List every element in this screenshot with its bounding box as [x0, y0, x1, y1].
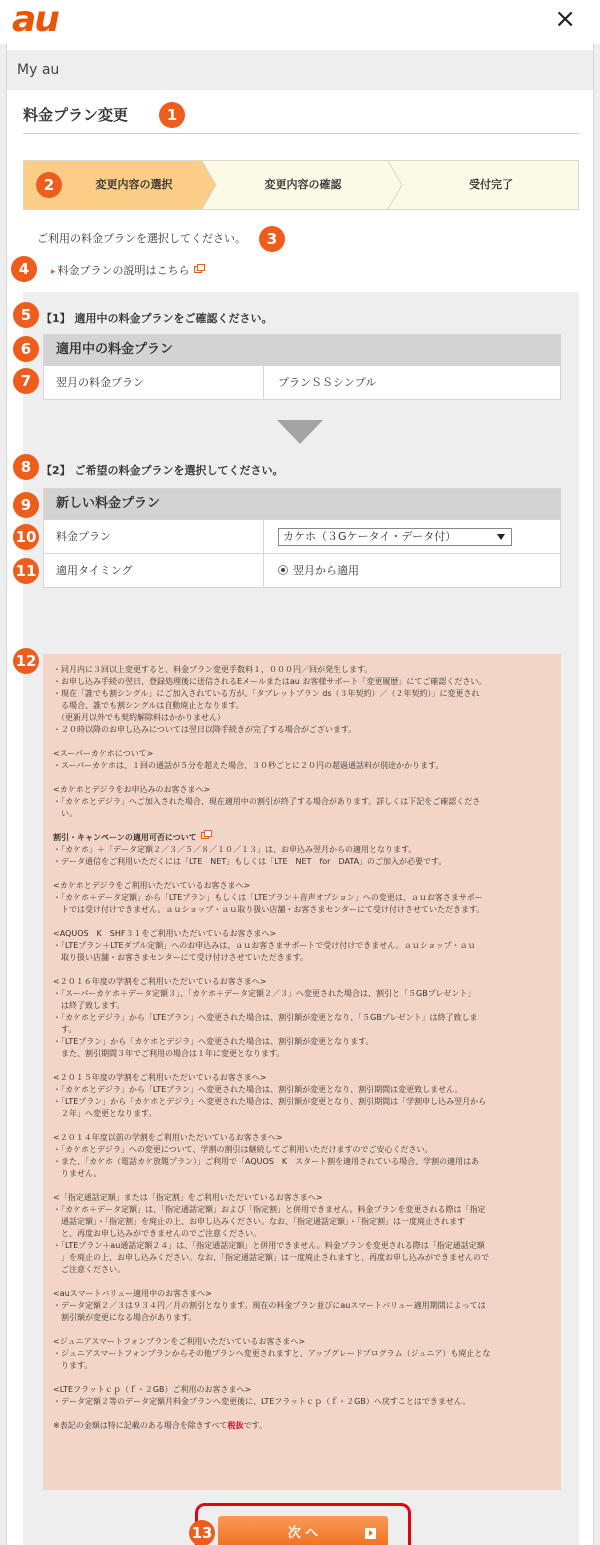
au-logo[interactable]: au — [12, 0, 58, 40]
current-plan-table — [43, 334, 561, 400]
next-button[interactable] — [218, 1516, 388, 1545]
notes-junior — [53, 1336, 551, 1372]
note-line: <２０１４年度以前の学割をご利用いただいているお客さまへ> — [53, 1133, 283, 1142]
link-arrow-icon: ▸ — [51, 267, 56, 277]
timing-option-label: 翌月から適用 — [293, 564, 359, 577]
notes-general — [53, 664, 551, 736]
note-line: <カケホとデジラをお申込みのお客さまへ> — [53, 785, 211, 794]
note-line: ・「スーパーカケホ＋データ定額３」、「カケホ＋データ定額２／３」へ変更された場合は、割引と「５GBプレゼント」 — [53, 989, 476, 998]
note-line: ・「LTEプラン＋au通話定額２４」は、「指定通話定額」と併用できません。料金プランを変更される際は「指定通話定額 — [53, 1241, 485, 1250]
top-bar — [0, 0, 600, 44]
notes-discount — [53, 832, 551, 868]
tax-footer-end: です。 — [243, 1421, 267, 1430]
annotation-badge-9: 9 — [13, 492, 39, 518]
note-line: ・２０時以降のお申し込みについては翌日以降手続きが完了する場合がございます。 — [53, 725, 357, 734]
form-panel — [15, 292, 579, 1545]
radio-selected-icon[interactable] — [278, 565, 288, 575]
note-line: ２年」へ変更となります。 — [53, 1109, 157, 1118]
external-window-icon — [201, 832, 209, 839]
notes-kakeho-dejira — [53, 784, 551, 820]
note-line: <２０１５年度の学割をご利用いただいているお客さまへ> — [53, 1073, 267, 1082]
new-plan-header: 新しい料金プラン — [44, 489, 560, 519]
notes-box — [43, 654, 561, 1490]
note-line: （更新月以外でも契約解除料はかかりません） — [53, 713, 225, 722]
notes-smart-value — [53, 1288, 551, 1324]
annotation-badge-11: 11 — [13, 558, 39, 584]
page-title — [23, 102, 579, 134]
annotation-badge-3: 3 — [259, 226, 285, 252]
step-progress — [23, 160, 579, 210]
plan-select-row — [44, 519, 560, 553]
notes-aquos — [53, 928, 551, 964]
arrow-right-icon — [365, 1528, 376, 1539]
note-line: ・お申し込み手続の翌日、登録処理後に送信されるEメールまたはau お客様サポート「変更履歴」にてご確認ください。 — [53, 677, 487, 686]
annotation-badge-1: 1 — [159, 102, 185, 128]
note-line: ・「カケホとデジラ」から「LTEプラン」へ変更された場合は、割引額が変更となり、「５GBプレゼント」は終了致しま — [53, 1013, 478, 1022]
note-line: <LTEフラットｃｐ（ｆ・２GB）ご利用のお客さまへ> — [53, 1385, 252, 1394]
plan-explanation-link-text[interactable]: 料金プランの説明はこちら — [57, 264, 190, 277]
note-line: と、再度お申し込みができませんのでご注意ください。 — [53, 1229, 261, 1238]
step-2-edge — [388, 161, 402, 209]
note-line: る場合、誰でも割シングルは自動廃止となります。 — [53, 701, 244, 710]
note-line: ・「カケホ」＋「データ定額２／３／５／８／１０／１３」は、お申込み翌月からの適用となります。 — [53, 845, 417, 854]
intro-text — [37, 230, 246, 246]
note-line: ・「カケホとデジラ」へご加入された場合、現在適用中の割引が終了する場合があります。詳しくは下記をご確認くださ — [53, 797, 481, 806]
note-line: また、割引期間３年でご利用の場合は１年に変更となります。 — [53, 1049, 285, 1058]
next-month-plan-label: 翌月の料金プラン — [44, 366, 264, 399]
next-button-highlight — [195, 1503, 411, 1545]
tax-footer-text: ※表記の金額は特に記載のある場合を除きすべて — [53, 1421, 228, 1430]
note-line: ・「カケホとデジラ」から「LTEプラン」へ変更された場合は、割引額が変更となり、割引期間は変更致しません。 — [53, 1085, 463, 1094]
annotation-badge-12: 12 — [13, 648, 39, 674]
notes-student-2015 — [53, 1072, 551, 1120]
external-window-icon — [194, 266, 202, 273]
note-line: <「指定通話定額」または「指定割」をご利用いただいているお客さまへ> — [53, 1193, 323, 1202]
notes-designated-call — [53, 1192, 551, 1276]
note-line: ・「LTEプラン」から「カケホとデジラ」へ変更された場合は、割引額が変更となります。 — [53, 1037, 374, 1046]
step-1-label: 変更内容の選択 — [95, 178, 173, 191]
note-line: ・「LTEプラン」から「カケホとデジラ」へ変更された場合は、割引額が変更となり、割引期間は「学割申し込み翌月から — [53, 1097, 487, 1106]
close-icon[interactable]: × — [554, 4, 576, 34]
chevron-down-icon — [497, 534, 505, 540]
annotation-badge-13: 13 — [189, 1520, 215, 1545]
notes-super-kakeho — [53, 748, 551, 772]
intro-text-label: ご利用の料金プランを選択してください。 — [37, 232, 246, 245]
note-line: は終了致します。 — [53, 1001, 125, 1010]
note-line: 通話定額」・「指定割」を廃止の上、お申し込みください。なお、「指定通話定額」・「指定割」は一度廃止されます — [53, 1217, 465, 1226]
note-line: ・データ定額２／３は９３４円／月の割引となります。現在の料金プラン並びにauスマートバリュー適用期間によっては — [53, 1301, 486, 1310]
note-line: ・同月内に３回以上変更すると、料金プラン変更手数料１，０００円／回が発生します。 — [53, 665, 373, 674]
note-line: 割引額が変更になる場合があります。 — [53, 1313, 197, 1322]
section-2-heading: 【2】 ご希望の料金プランを選択してください。 — [41, 464, 284, 477]
discount-link[interactable] — [53, 832, 551, 844]
note-line: <auスマートバリュー適用中のお客さまへ> — [53, 1289, 212, 1298]
annotation-badge-4: 4 — [11, 256, 37, 282]
section-1-heading: 【1】 適用中の料金プランをご確認ください。 — [41, 312, 273, 325]
note-line: 」を廃止の上、お申し込みください。なお、「指定通話定額」は一度廃止されますと、再度お申し込みができませんので — [53, 1253, 489, 1262]
plan-select-label: 料金プラン — [44, 520, 264, 553]
annotation-badge-5: 5 — [13, 302, 39, 328]
note-line: <カケホとデジラをご利用いただいているお客さまへ> — [53, 881, 251, 890]
notes-lte-flat — [53, 1384, 551, 1408]
annotation-badge-7: 7 — [13, 368, 39, 394]
notes-kakeho-users — [53, 880, 551, 916]
note-line: <スーパーカケホについて> — [53, 749, 154, 758]
timing-row — [44, 553, 560, 587]
note-line: <２０１６年度の学割をご利用いただいているお客さまへ> — [53, 977, 267, 986]
current-plan-row — [44, 365, 560, 399]
discount-link-text[interactable]: 割引・キャンペーンの適用可否について — [53, 833, 197, 842]
notes-discount-lines — [53, 844, 551, 868]
next-button-label: 次 へ — [287, 1526, 319, 1541]
current-plan-header: 適用中の料金プラン — [44, 335, 560, 365]
note-line: ・「カケホ＋データ定額」から「LTEプラン」もしくは「LTEプラン＋音声オプション」への変更は、ａｕお客さまサポー — [53, 893, 483, 902]
next-month-plan-value: プランＳＳシンプル — [278, 376, 377, 389]
plan-select[interactable] — [278, 528, 512, 546]
note-line: 取り扱い店舗・お客さまセンターにて受け付けさせていただきます。 — [53, 953, 309, 962]
annotation-badge-8: 8 — [13, 454, 39, 480]
notes-tax-footer — [53, 1420, 551, 1432]
step-2-label: 変更内容の確認 — [264, 178, 342, 191]
note-line: ・また、「カケホ（電話カケ放題プラン）」ご利用で「AQUOS K スタート割を適用されている場合、学割の適用はあ — [53, 1157, 480, 1166]
annotation-badge-10: 10 — [13, 524, 39, 550]
note-line: ・「カケホ＋データ定額」は、「指定通話定額」および「指定割」と併用できません。料金プランを変更される際は「指定 — [53, 1205, 486, 1214]
annotation-badge-6: 6 — [13, 336, 39, 362]
note-line: ご注意ください。 — [53, 1265, 125, 1274]
note-line: ・「LTEプラン＋LTEダブル定額」へのお申込みは、ａｕお客さまサポートで受け付けできません。ａｕショップ・ａｕ — [53, 941, 476, 950]
myau-bar[interactable]: My au — [7, 50, 593, 90]
tax-footer-highlight: 税抜 — [227, 1421, 244, 1430]
note-line: <ジュニアスマートフォンプランをご利用いただいているお客さまへ> — [53, 1337, 306, 1346]
down-arrow-icon — [277, 420, 323, 444]
timing-option-next-month[interactable] — [278, 554, 359, 587]
page-title-text: 料金プラン変更 — [23, 106, 129, 124]
plan-select-value: カケホ（３Gケータイ・データ付） — [283, 530, 457, 543]
note-line: ・スーパーカケホは、１回の通話が５分を超えた場合、３０秒ごとに２０円の超過通話料が別途かかります。 — [53, 761, 444, 770]
note-line: ります。 — [53, 1361, 93, 1370]
content-frame — [6, 44, 594, 1545]
note-line: ・データ通信をご利用いただくには「LTE NET」もしくは「LTE NET for DATA」のご加入が必要です。 — [53, 857, 447, 866]
note-line: トでは受け付けできません。ａｕショップ・ａｕ取り扱い店舗・お客さまセンターにて受け付けさせていただきます。 — [53, 905, 485, 914]
note-line: ・現在「誰でも割シングル」にご加入されている方が、「タブレットプラン ds（３年契約）／（２年契約）」に変更され — [53, 689, 480, 698]
notes-student-2014 — [53, 1132, 551, 1180]
plan-explanation-link[interactable] — [51, 262, 202, 278]
step-3-label: 受付完了 — [469, 178, 513, 191]
note-line: りません。 — [53, 1169, 102, 1178]
notes-student-2016 — [53, 976, 551, 1060]
note-line: い。 — [53, 809, 77, 818]
note-line: ・ジュニアスマートフォンプランからその他プランへ変更されますと、アップグレードプログラム（ジュニア）も廃止とな — [53, 1349, 491, 1358]
timing-label: 適用タイミング — [44, 554, 264, 587]
annotation-badge-2: 2 — [36, 172, 62, 198]
new-plan-table — [43, 488, 561, 588]
note-line: ・「カケホとデジラ」への変更について、学割の割引は継続してご利用いただけますのでご安心ください。 — [53, 1145, 433, 1154]
note-line: す。 — [53, 1025, 77, 1034]
note-line: ・データ定額２等のデータ定額月料金プランへ変更後に、LTEフラットｃｐ（ｆ・２GB）へ戻すことはできません。 — [53, 1397, 471, 1406]
note-line: <AQUOS K SHF３１をご利用いただいているお客さまへ> — [53, 929, 277, 938]
